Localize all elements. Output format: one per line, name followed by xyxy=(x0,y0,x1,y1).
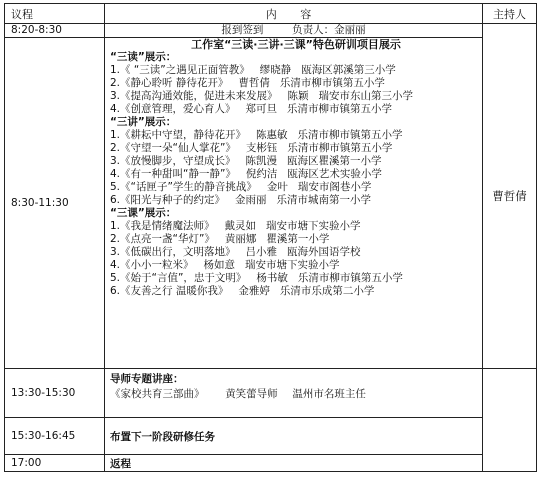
end-text: 返程 xyxy=(105,455,483,472)
item-title: 6.《阳光与种子的约定》 xyxy=(110,194,226,206)
item-school: 瓯海外国语学校 xyxy=(287,246,361,258)
header-time: 议程 xyxy=(5,4,105,24)
main-lines xyxy=(105,38,482,298)
section-heading: “三读”展示： xyxy=(110,51,177,63)
program-item xyxy=(110,220,482,233)
program-item xyxy=(110,233,482,246)
item-school: 乐清市柳市镇第五小学 xyxy=(297,272,403,284)
section-heading: “三讲”展示： xyxy=(110,116,177,128)
item-school: 乐清市柳市镇第五小学 xyxy=(279,77,385,89)
item-school: 瑞安市阁巷小学 xyxy=(297,181,372,193)
lecture-row xyxy=(5,369,537,418)
item-school: 瓯海区瞿溪第一小学 xyxy=(287,155,382,167)
item-title: 2.《点亮一盏“华灯”》 xyxy=(110,233,215,245)
item-title: 3.《低碳出行，文明落地》 xyxy=(110,246,236,258)
item-title: 2.《静心聆听 静待花开》 xyxy=(110,77,229,89)
main-title: 工作室“三读·三讲·三课”特色研训项目展示 xyxy=(191,38,401,51)
item-school: 乐清市乐成第二小学 xyxy=(279,285,375,297)
program-item xyxy=(110,90,482,103)
lecture-content xyxy=(105,369,483,418)
item-school: 乐清市柳市镇第五小学 xyxy=(287,103,393,115)
item-name: 陈凯漫 xyxy=(245,155,278,167)
item-title: 4.《小小一粒米》 xyxy=(110,259,194,271)
next-task-time: 15:30-16:45 xyxy=(5,418,105,455)
item-title: 3.《放慢脚步，守望成长》 xyxy=(110,155,236,167)
header-content: 内 容 xyxy=(105,4,483,24)
lecture-heading: 导师专题讲座： xyxy=(110,373,184,385)
end-time: 17:00 xyxy=(5,455,105,472)
registration-person: 负责人：金丽丽 xyxy=(292,24,366,36)
end-row xyxy=(5,455,537,472)
item-school: 瞿溪第一小学 xyxy=(266,233,330,245)
item-name: 黄丽娜 xyxy=(224,233,257,245)
item-title: 5.《始于“言值”，忠于文明》 xyxy=(110,272,247,284)
main-host-name: 曹哲倩 xyxy=(492,189,527,203)
item-name: 戴灵如 xyxy=(224,220,257,232)
main-content xyxy=(105,38,483,369)
program-item xyxy=(110,181,482,194)
item-title: 6.《友善之行 温暖你我》 xyxy=(110,285,229,297)
item-title: 1.《 “三读”之遇见正面管教》 xyxy=(110,64,250,76)
registration-content xyxy=(105,24,483,38)
agenda-table xyxy=(4,3,537,472)
item-school: 瑞安市东山第三小学 xyxy=(318,90,414,102)
program-item xyxy=(110,77,482,90)
item-title: 5.《“话匣子”学生的静音挑战》 xyxy=(110,181,257,193)
lecture-name: 黄笑蕾导师 xyxy=(225,388,278,400)
registration-row xyxy=(5,24,537,38)
item-school: 瓯海区郭溪第三小学 xyxy=(301,64,396,76)
program-item xyxy=(110,64,482,77)
lecture-time: 13:30-15:30 xyxy=(5,369,105,418)
item-school: 乐清市城南第一小学 xyxy=(276,194,372,206)
item-name: 杨书敏 xyxy=(256,272,288,284)
item-name: 陈颖 xyxy=(287,90,309,102)
main-row xyxy=(5,38,537,369)
header-host: 主持人 xyxy=(483,4,537,24)
program-item xyxy=(110,272,482,285)
item-name: 金雨丽 xyxy=(235,194,267,206)
item-name: 郑可旦 xyxy=(245,103,278,115)
item-name: 支彬钰 xyxy=(245,142,278,154)
item-title: 4.《创意管理，爱心育人》 xyxy=(110,103,236,115)
lecture-school: 温州市名班主任 xyxy=(292,388,366,400)
main-host xyxy=(483,24,537,369)
lecture-detail xyxy=(110,387,482,402)
item-title: 2.《守望一朵“仙人掌花”》 xyxy=(110,142,236,154)
program-item xyxy=(110,194,482,207)
header-row xyxy=(5,4,537,24)
item-name: 金雅婷 xyxy=(238,285,270,297)
program-item xyxy=(110,259,482,272)
item-title: 4.《有一种甜叫“静一静”》 xyxy=(110,168,236,180)
program-item xyxy=(110,129,482,142)
item-name: 缪晓静 xyxy=(259,64,292,76)
program-item xyxy=(110,285,482,298)
program-item xyxy=(110,155,482,168)
item-name: 杨如意 xyxy=(203,259,236,271)
main-time: 8:30-11:30 xyxy=(5,38,105,369)
item-school: 瓯海区艺术实验小学 xyxy=(287,168,382,180)
item-school: 瑞安市塘下实验小学 xyxy=(266,220,361,232)
item-name: 金叶 xyxy=(266,181,288,193)
item-school: 乐清市柳市镇第五小学 xyxy=(297,129,403,141)
program-item xyxy=(110,168,482,181)
item-title: 3.《提高沟通效能，促进未来发展》 xyxy=(110,90,278,102)
host-empty xyxy=(483,369,537,472)
registration-time: 8:20-8:30 xyxy=(5,24,105,38)
program-item xyxy=(110,246,482,259)
item-school: 瑞安市塘下实验小学 xyxy=(245,259,340,271)
item-name: 陈惠敏 xyxy=(256,129,288,141)
item-title: 1.《耕耘中守望，静待花开》 xyxy=(110,129,247,141)
item-name: 曹哲倩 xyxy=(238,77,270,89)
next-task-text: 布置下一阶段研修任务 xyxy=(105,418,483,455)
next-task-row xyxy=(5,418,537,455)
lecture-title: 《家校共育三部曲》 xyxy=(110,388,205,400)
item-title: 1.《我是情绪魔法师》 xyxy=(110,220,215,232)
item-name: 吕小雅 xyxy=(245,246,278,258)
item-school: 乐清市柳市镇第五小学 xyxy=(287,142,393,154)
item-name: 倪约洁 xyxy=(245,168,278,180)
section-heading: “三课”展示： xyxy=(110,207,177,219)
registration-text: 报到签到 xyxy=(221,24,264,36)
program-item xyxy=(110,142,482,155)
program-item xyxy=(110,103,482,116)
